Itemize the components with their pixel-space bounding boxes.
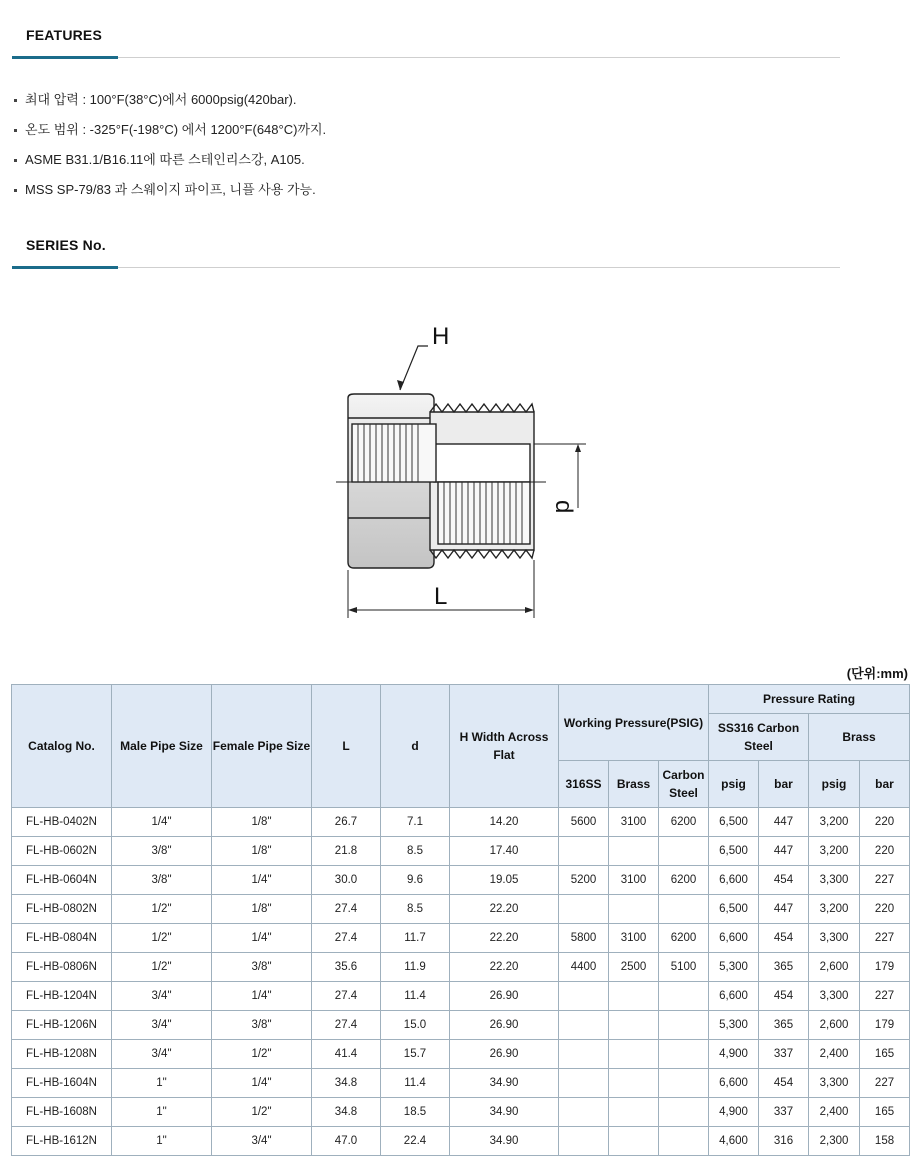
table-row xyxy=(12,982,910,1011)
table-row xyxy=(12,1040,910,1069)
table-cell: 27.4 xyxy=(312,924,381,953)
table-cell: 8.5 xyxy=(381,895,450,924)
header-wp-316ss: 316SS xyxy=(559,761,609,808)
table-cell: 158 xyxy=(860,1127,910,1156)
table-cell: 1" xyxy=(112,1098,212,1127)
table-cell: 6200 xyxy=(659,808,709,837)
series-title: SERIES No. xyxy=(26,237,106,253)
table-cell: 3/4" xyxy=(212,1127,312,1156)
table-cell: 6,500 xyxy=(709,895,759,924)
table-cell: 6200 xyxy=(659,866,709,895)
table-cell: FL-HB-0802N xyxy=(12,895,112,924)
table-cell: 11.9 xyxy=(381,953,450,982)
table-cell: 220 xyxy=(860,808,910,837)
table-cell: 1" xyxy=(112,1069,212,1098)
header-h: H Width Across Flat xyxy=(450,685,559,808)
table-cell: 7.1 xyxy=(381,808,450,837)
table-cell: 34.8 xyxy=(312,1069,381,1098)
table-cell: 365 xyxy=(759,953,809,982)
table-cell: 3,200 xyxy=(809,808,860,837)
table-cell: 22.20 xyxy=(450,895,559,924)
table-cell: 3,200 xyxy=(809,837,860,866)
top-thread xyxy=(430,404,534,412)
table-cell: 34.90 xyxy=(450,1069,559,1098)
table-cell: 35.6 xyxy=(312,953,381,982)
table-cell: 22.20 xyxy=(450,953,559,982)
table-cell: FL-HB-1208N xyxy=(12,1040,112,1069)
table-cell: 5100 xyxy=(659,953,709,982)
table-cell: 1/8" xyxy=(212,808,312,837)
table-cell xyxy=(609,895,659,924)
table-cell: 3,300 xyxy=(809,982,860,1011)
dimension-label-l: L xyxy=(434,583,448,610)
table-cell: FL-HB-0806N xyxy=(12,953,112,982)
table-cell: 22.4 xyxy=(381,1127,450,1156)
table-cell: 6200 xyxy=(659,924,709,953)
table-cell: 14.20 xyxy=(450,808,559,837)
table-cell xyxy=(559,1069,609,1098)
table-cell: 41.4 xyxy=(312,1040,381,1069)
features-divider xyxy=(12,57,840,58)
table-cell: 2,300 xyxy=(809,1127,860,1156)
table-row xyxy=(12,837,910,866)
table-cell xyxy=(659,1127,709,1156)
table-cell xyxy=(659,1011,709,1040)
table-cell: 5,300 xyxy=(709,953,759,982)
table-cell: 21.8 xyxy=(312,837,381,866)
table-cell xyxy=(609,1011,659,1040)
table-row xyxy=(12,953,910,982)
table-cell: 5600 xyxy=(559,808,609,837)
table-cell: 6,600 xyxy=(709,924,759,953)
table-cell: 5200 xyxy=(559,866,609,895)
table-cell: 4,600 xyxy=(709,1127,759,1156)
table-cell: 3/4" xyxy=(112,1040,212,1069)
table-cell: 3/8" xyxy=(112,866,212,895)
table-cell: 4,900 xyxy=(709,1040,759,1069)
table-cell: 26.90 xyxy=(450,1011,559,1040)
table-cell xyxy=(609,837,659,866)
table-row xyxy=(12,924,910,953)
table-cell: 1/2" xyxy=(112,953,212,982)
table-cell xyxy=(659,1069,709,1098)
header-psig: psig xyxy=(809,761,860,808)
header-catalog: Catalog No. xyxy=(12,685,112,808)
table-cell: 1/4" xyxy=(212,1069,312,1098)
table-cell: 22.20 xyxy=(450,924,559,953)
table-cell: 165 xyxy=(860,1098,910,1127)
table-cell: 4,900 xyxy=(709,1098,759,1127)
table-cell: FL-HB-1604N xyxy=(12,1069,112,1098)
table-cell: 19.05 xyxy=(450,866,559,895)
table-cell: 337 xyxy=(759,1098,809,1127)
table-cell: 220 xyxy=(860,895,910,924)
table-row xyxy=(12,1011,910,1040)
table-cell: 6,600 xyxy=(709,982,759,1011)
table-cell: 227 xyxy=(860,982,910,1011)
header-l: L xyxy=(312,685,381,808)
table-cell: 3/8" xyxy=(212,953,312,982)
table-cell: 26.90 xyxy=(450,982,559,1011)
table-cell: FL-HB-1204N xyxy=(12,982,112,1011)
table-cell: 6,600 xyxy=(709,866,759,895)
table-cell: 1/4" xyxy=(212,866,312,895)
table-cell: 165 xyxy=(860,1040,910,1069)
table-row xyxy=(12,866,910,895)
table-cell: 2,400 xyxy=(809,1040,860,1069)
table-cell: 26.90 xyxy=(450,1040,559,1069)
table-cell: 1" xyxy=(112,1127,212,1156)
table-cell: 454 xyxy=(759,866,809,895)
table-cell: 26.7 xyxy=(312,808,381,837)
table-cell: FL-HB-0804N xyxy=(12,924,112,953)
table-cell: 2,400 xyxy=(809,1098,860,1127)
dimension-label-d: d xyxy=(550,500,577,514)
table-cell: 454 xyxy=(759,982,809,1011)
table-cell: FL-HB-1612N xyxy=(12,1127,112,1156)
features-accent-bar xyxy=(12,56,118,59)
header-pr-brass: Brass xyxy=(809,714,910,761)
table-cell: FL-HB-0402N xyxy=(12,808,112,837)
table-cell: 15.0 xyxy=(381,1011,450,1040)
table-cell xyxy=(659,837,709,866)
table-row xyxy=(12,1098,910,1127)
table-cell: 34.90 xyxy=(450,1098,559,1127)
table-row xyxy=(12,1069,910,1098)
table-cell: 3/4" xyxy=(112,982,212,1011)
header-working-pressure: Working Pressure(PSIG) xyxy=(559,685,709,761)
feature-item: ASME B31.1/B16.11에 따른 스테인리스강, A105. xyxy=(14,152,326,182)
table-cell: 27.4 xyxy=(312,1011,381,1040)
table-cell: 227 xyxy=(860,866,910,895)
header-female-pipe-size: Female Pipe Size xyxy=(212,685,312,808)
table-cell: 227 xyxy=(860,1069,910,1098)
table-cell: 11.4 xyxy=(381,1069,450,1098)
series-section-header xyxy=(12,237,840,279)
table-cell: 1/2" xyxy=(112,895,212,924)
features-title: FEATURES xyxy=(26,27,103,43)
table-cell: 3,300 xyxy=(809,866,860,895)
table-cell: 3,200 xyxy=(809,895,860,924)
table-cell: 34.90 xyxy=(450,1127,559,1156)
header-bar: bar xyxy=(860,761,910,808)
table-cell xyxy=(559,837,609,866)
table-cell: 6,500 xyxy=(709,808,759,837)
table-cell: FL-HB-0604N xyxy=(12,866,112,895)
table-cell xyxy=(559,895,609,924)
table-cell: 3,300 xyxy=(809,924,860,953)
series-divider xyxy=(12,267,840,268)
header-male-pipe-size: Male Pipe Size xyxy=(112,685,212,808)
hex-bushing-diagram xyxy=(330,320,600,625)
table-cell: 220 xyxy=(860,837,910,866)
header-ss316-carbon: SS316 Carbon Steel xyxy=(709,714,809,761)
table-cell: 447 xyxy=(759,837,809,866)
table-cell: 6,600 xyxy=(709,1069,759,1098)
header-wp-carbon: Carbon Steel xyxy=(659,761,709,808)
table-cell: 1/8" xyxy=(212,895,312,924)
table-cell: FL-HB-1608N xyxy=(12,1098,112,1127)
table-cell: 1/2" xyxy=(112,924,212,953)
unit-note: (단위:mm) xyxy=(846,666,908,681)
table-cell xyxy=(609,1069,659,1098)
table-cell: 5800 xyxy=(559,924,609,953)
feature-item: 최대 압력 : 100°F(38°C)에서 6000psig(420bar). xyxy=(14,92,326,122)
table-cell: 447 xyxy=(759,808,809,837)
header-pressure-rating: Pressure Rating xyxy=(709,685,910,714)
table-cell xyxy=(659,895,709,924)
table-cell: 27.4 xyxy=(312,895,381,924)
feature-item: 온도 범위 : -325°F(-198°C) 에서 1200°F(648°C)까지. xyxy=(14,122,326,152)
table-cell: 337 xyxy=(759,1040,809,1069)
header-wp-brass: Brass xyxy=(609,761,659,808)
table-cell: 2,600 xyxy=(809,1011,860,1040)
table-cell: 8.5 xyxy=(381,837,450,866)
table-cell xyxy=(559,1127,609,1156)
table-cell: 6,500 xyxy=(709,837,759,866)
table-cell xyxy=(559,982,609,1011)
table-cell: 34.8 xyxy=(312,1098,381,1127)
table-cell: 316 xyxy=(759,1127,809,1156)
header-d: d xyxy=(381,685,450,808)
table-cell: 3/8" xyxy=(212,1011,312,1040)
bore xyxy=(434,444,530,482)
table-cell: 3/8" xyxy=(112,837,212,866)
table-cell xyxy=(659,1040,709,1069)
table-cell xyxy=(659,982,709,1011)
table-cell: 2500 xyxy=(609,953,659,982)
feature-item: MSS SP-79/83 과 스웨이지 파이프, 니플 사용 가능. xyxy=(14,182,326,212)
table-cell: 1/4" xyxy=(212,924,312,953)
bottom-thread xyxy=(430,550,534,558)
table-row xyxy=(12,808,910,837)
table-cell: 4400 xyxy=(559,953,609,982)
table-row xyxy=(12,1127,910,1156)
table-cell: 447 xyxy=(759,895,809,924)
table-cell: 227 xyxy=(860,924,910,953)
table-cell xyxy=(609,1040,659,1069)
table-cell: 1/8" xyxy=(212,837,312,866)
table-cell: 5,300 xyxy=(709,1011,759,1040)
table-cell: 18.5 xyxy=(381,1098,450,1127)
table-cell: 1/4" xyxy=(112,808,212,837)
table-cell: 3100 xyxy=(609,808,659,837)
table-cell: 1/4" xyxy=(212,982,312,1011)
table-cell: 30.0 xyxy=(312,866,381,895)
table-cell: 179 xyxy=(860,953,910,982)
table-cell: 454 xyxy=(759,1069,809,1098)
table-cell xyxy=(609,1127,659,1156)
spec-table xyxy=(11,684,910,1156)
table-cell: 27.4 xyxy=(312,982,381,1011)
table-cell: 3/4" xyxy=(112,1011,212,1040)
table-cell: 3100 xyxy=(609,924,659,953)
header-bar: bar xyxy=(759,761,809,808)
dimension-label-h: H xyxy=(432,323,450,350)
table-cell: 47.0 xyxy=(312,1127,381,1156)
table-cell: 365 xyxy=(759,1011,809,1040)
table-cell xyxy=(659,1098,709,1127)
series-accent-bar xyxy=(12,266,118,269)
table-cell: 3100 xyxy=(609,866,659,895)
table-cell xyxy=(559,1098,609,1127)
table-cell: 17.40 xyxy=(450,837,559,866)
features-list xyxy=(14,92,326,212)
table-cell xyxy=(609,982,659,1011)
table-cell: 3,300 xyxy=(809,1069,860,1098)
table-cell xyxy=(559,1040,609,1069)
table-cell: FL-HB-0602N xyxy=(12,837,112,866)
table-cell: 11.7 xyxy=(381,924,450,953)
table-cell: 11.4 xyxy=(381,982,450,1011)
table-cell: FL-HB-1206N xyxy=(12,1011,112,1040)
table-cell xyxy=(559,1011,609,1040)
table-cell: 15.7 xyxy=(381,1040,450,1069)
table-row xyxy=(12,895,910,924)
table-cell: 9.6 xyxy=(381,866,450,895)
table-cell xyxy=(609,1098,659,1127)
table-cell: 1/2" xyxy=(212,1098,312,1127)
header-psig: psig xyxy=(709,761,759,808)
table-cell: 179 xyxy=(860,1011,910,1040)
features-section-header xyxy=(12,27,840,69)
table-cell: 1/2" xyxy=(212,1040,312,1069)
table-cell: 454 xyxy=(759,924,809,953)
table-cell: 2,600 xyxy=(809,953,860,982)
